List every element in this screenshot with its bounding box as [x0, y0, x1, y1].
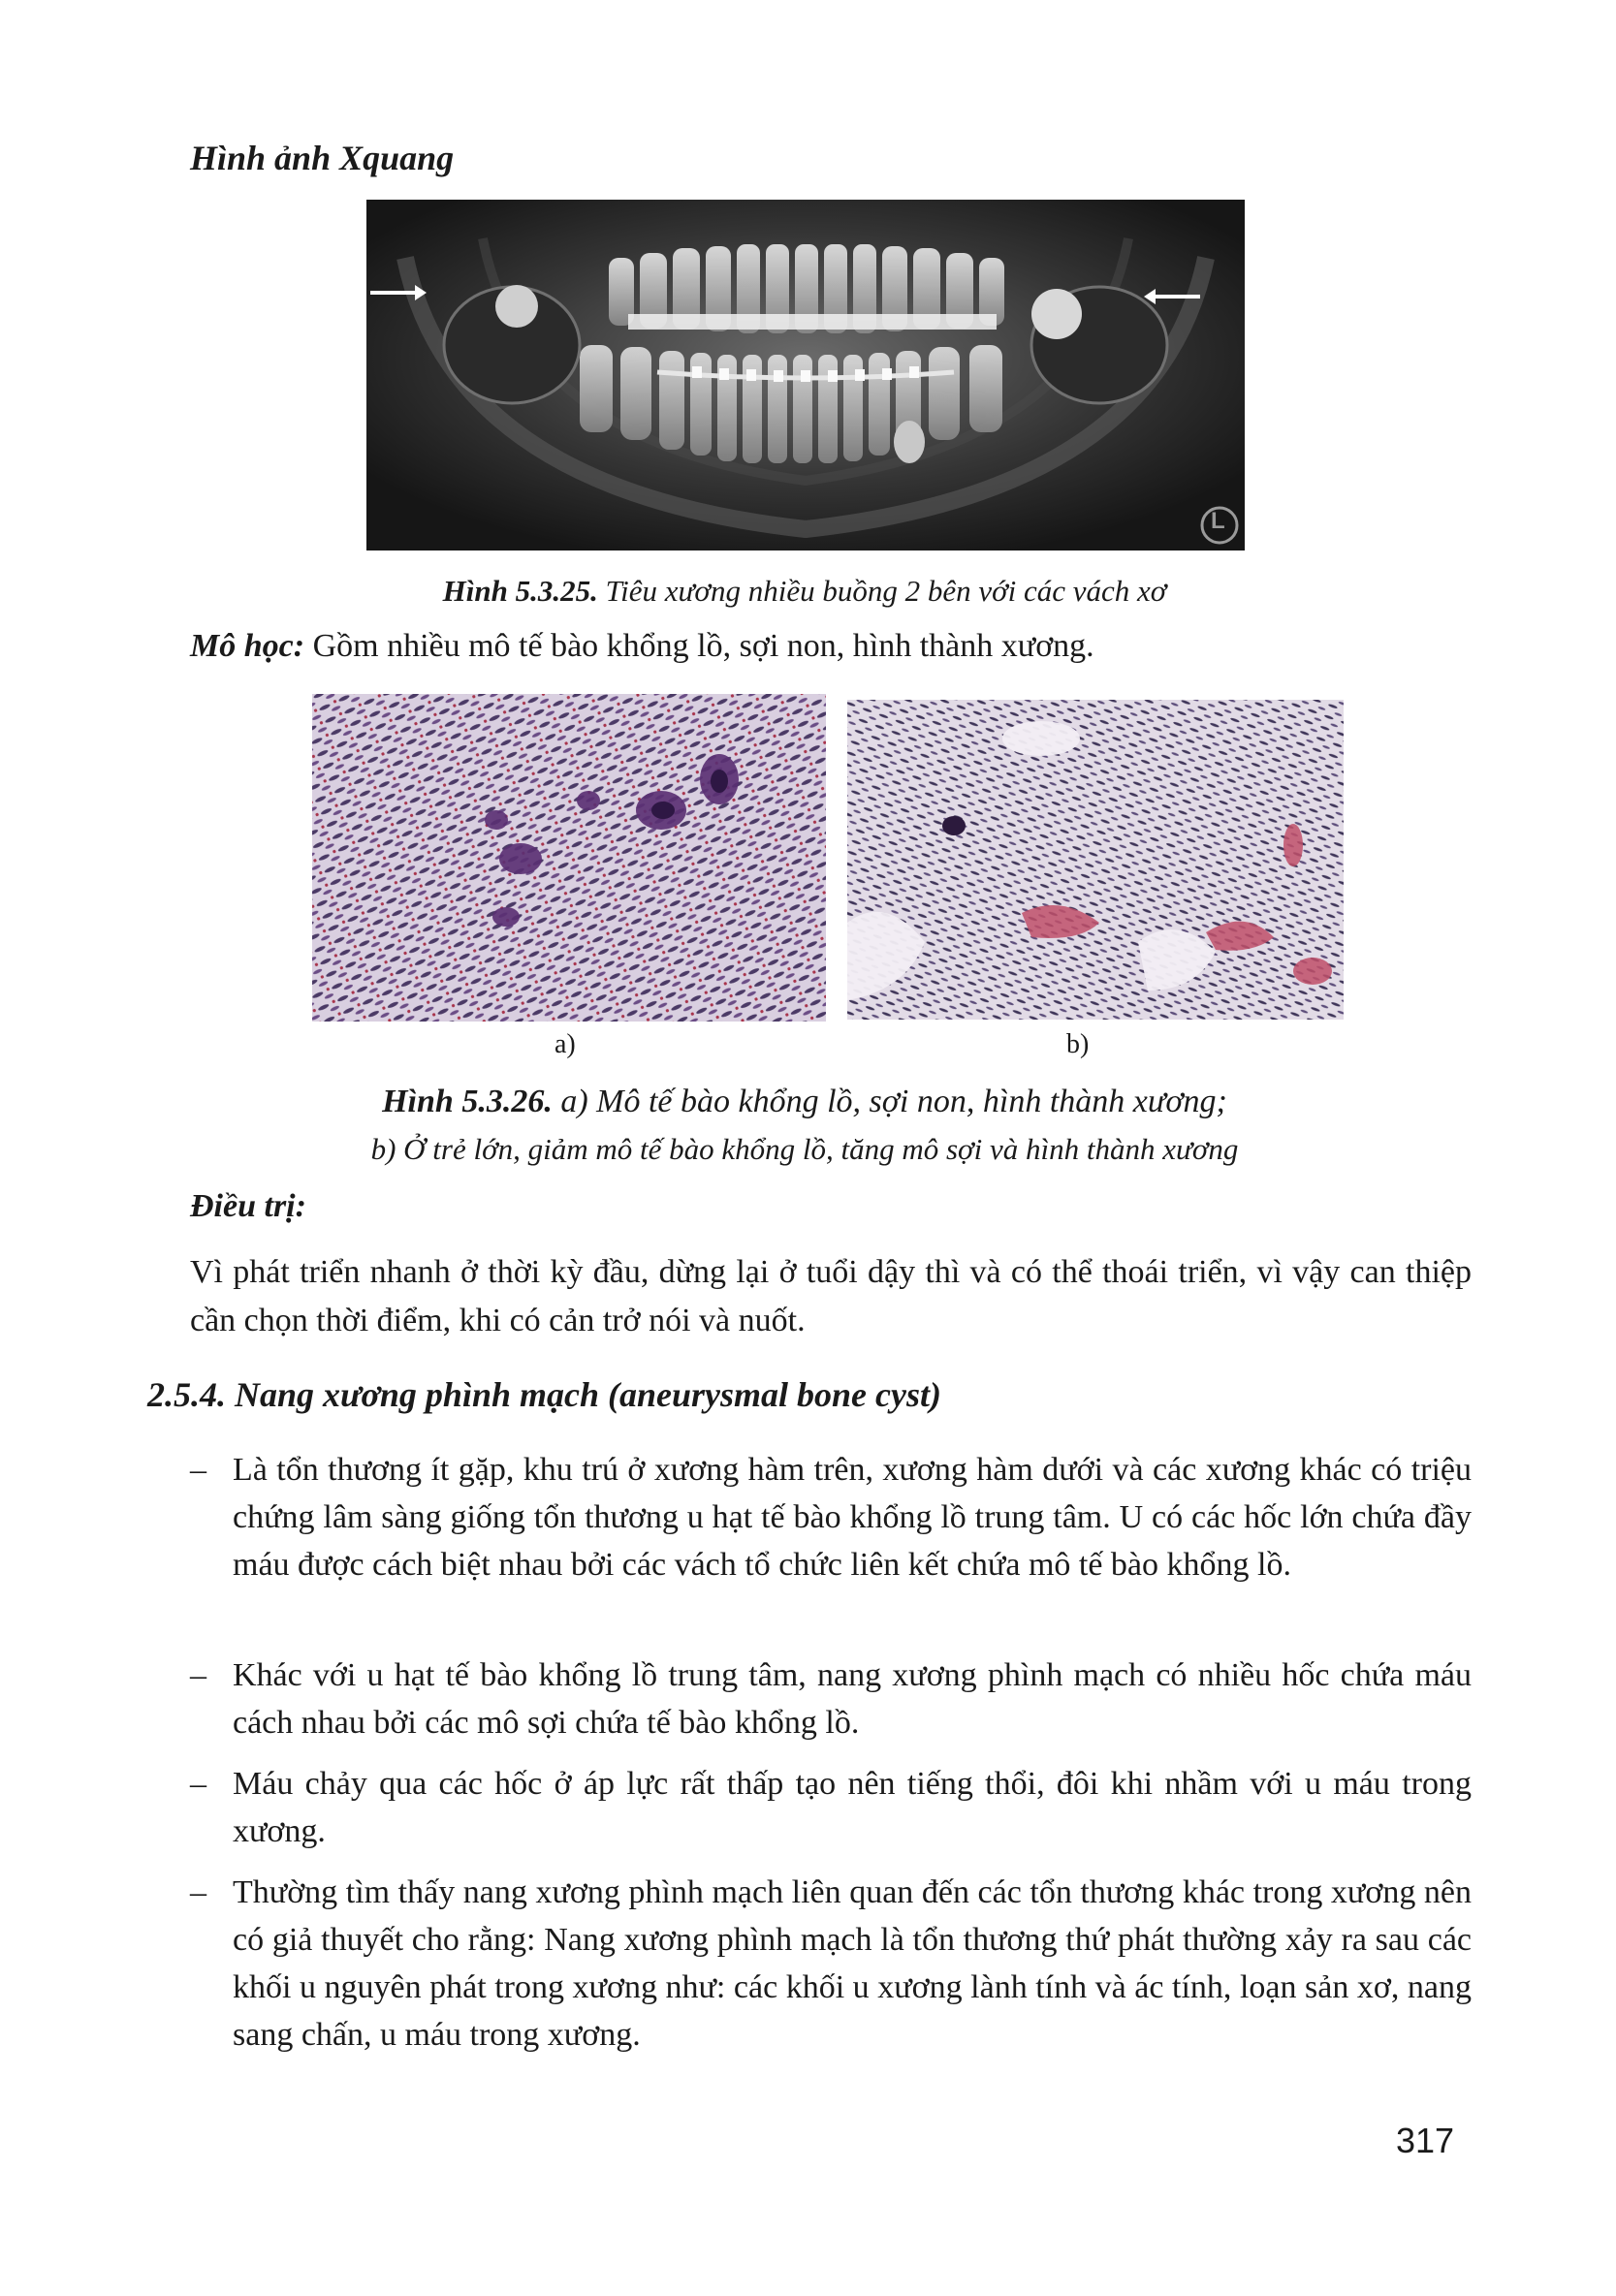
page-number: 317: [1396, 2121, 1455, 2160]
histology-label: Mô học:: [190, 628, 305, 664]
list-item: [190, 1869, 1472, 2062]
bullet-dash: –: [190, 1874, 206, 1910]
histology-image-a: [312, 694, 826, 1022]
histology-paragraph: [190, 628, 1094, 665]
bullet-dash: –: [190, 1452, 206, 1488]
figure-26-panel-b-label: b): [1066, 1029, 1090, 1059]
xray-illustration: [366, 200, 1245, 550]
list-item-text: Khác với u hạt tế bào khổng lồ trung tâm, nang xương phình mạch có nhiều hốc chứa máu cách nhau bởi các mô sợi chứa tế bào khổng lồ.: [233, 1657, 1472, 1741]
histology-a-illustration: [312, 694, 826, 1022]
list-item-text: Là tổn thương ít gặp, khu trú ở xương hàm trên, xương hàm dưới và các xương khác có triệu chứng lâm sàng giống tổn thương u hạt tế bào khổng lồ trung tâm. U có các hốc lớn chứa đầy máu được cách biệt nhau bởi các vách tổ chức liên kết chứa mô tế bào khổng lồ.: [233, 1452, 1472, 1583]
bullet-dash: –: [190, 1766, 206, 1802]
histology-text: Gồm nhiều mô tế bào khổng lồ, sợi non, hình thành xương.: [312, 628, 1094, 664]
list-item: [190, 1760, 1472, 1857]
xray-panoramic-image: [366, 200, 1245, 550]
figure-25-number: Hình 5.3.25.: [442, 574, 598, 608]
figure-25-caption: [291, 574, 1318, 609]
xray-watermark-letter: L: [1211, 508, 1225, 534]
bullet-dash: –: [190, 1657, 206, 1693]
section-title-2-5-4: 2.5.4. Nang xương phình mạch (aneurysmal bone cyst): [147, 1375, 941, 1414]
section-title-xray: Hình ảnh Xquang: [190, 139, 455, 177]
list-item: [190, 1651, 1472, 1748]
list-item-text: Thường tìm thấy nang xương phình mạch liên quan đến các tổn thương khác trong xương nên có giả thuyết cho rằng: Nang xương phình mạch là tổn thương thứ phát thường xảy ra sau các khối u nguyên phát trong xương như: các khối u xương lành tính và ác tính, loạn sản xơ, nang sang chấn, u máu trong xương.: [233, 1874, 1472, 2053]
figure-26-caption-line1: [242, 1084, 1367, 1120]
figure-26-panel-a-label: a): [555, 1029, 576, 1059]
treatment-title: Điều trị:: [190, 1188, 306, 1224]
figure-25-caption-text: Tiêu xương nhiều buồng 2 bên với các vách xơ: [605, 574, 1167, 608]
figure-26-caption-line2: b) Ở trẻ lớn, giảm mô tế bào khổng lồ, tăng mô sợi và hình thành xương: [370, 1132, 1239, 1166]
histology-b-illustration: [847, 700, 1344, 1020]
figure-26-caption-text-1: a) Mô tế bào khổng lồ, sợi non, hình thành xương;: [560, 1084, 1227, 1119]
treatment-paragraph: Vì phát triển nhanh ở thời kỳ đầu, dừng lại ở tuổi dậy thì và có thể thoái triển, vì vậy can thiệp cần chọn thời điểm, khi có cản trở nói và nuốt.: [190, 1254, 1472, 1338]
histology-image-b: [847, 700, 1344, 1020]
list-item: [190, 1446, 1472, 1640]
list-item-text: Máu chảy qua các hốc ở áp lực rất thấp tạo nên tiếng thổi, đôi khi nhầm với u máu trong xương.: [233, 1766, 1472, 1849]
figure-26-number: Hình 5.3.26.: [382, 1084, 553, 1119]
